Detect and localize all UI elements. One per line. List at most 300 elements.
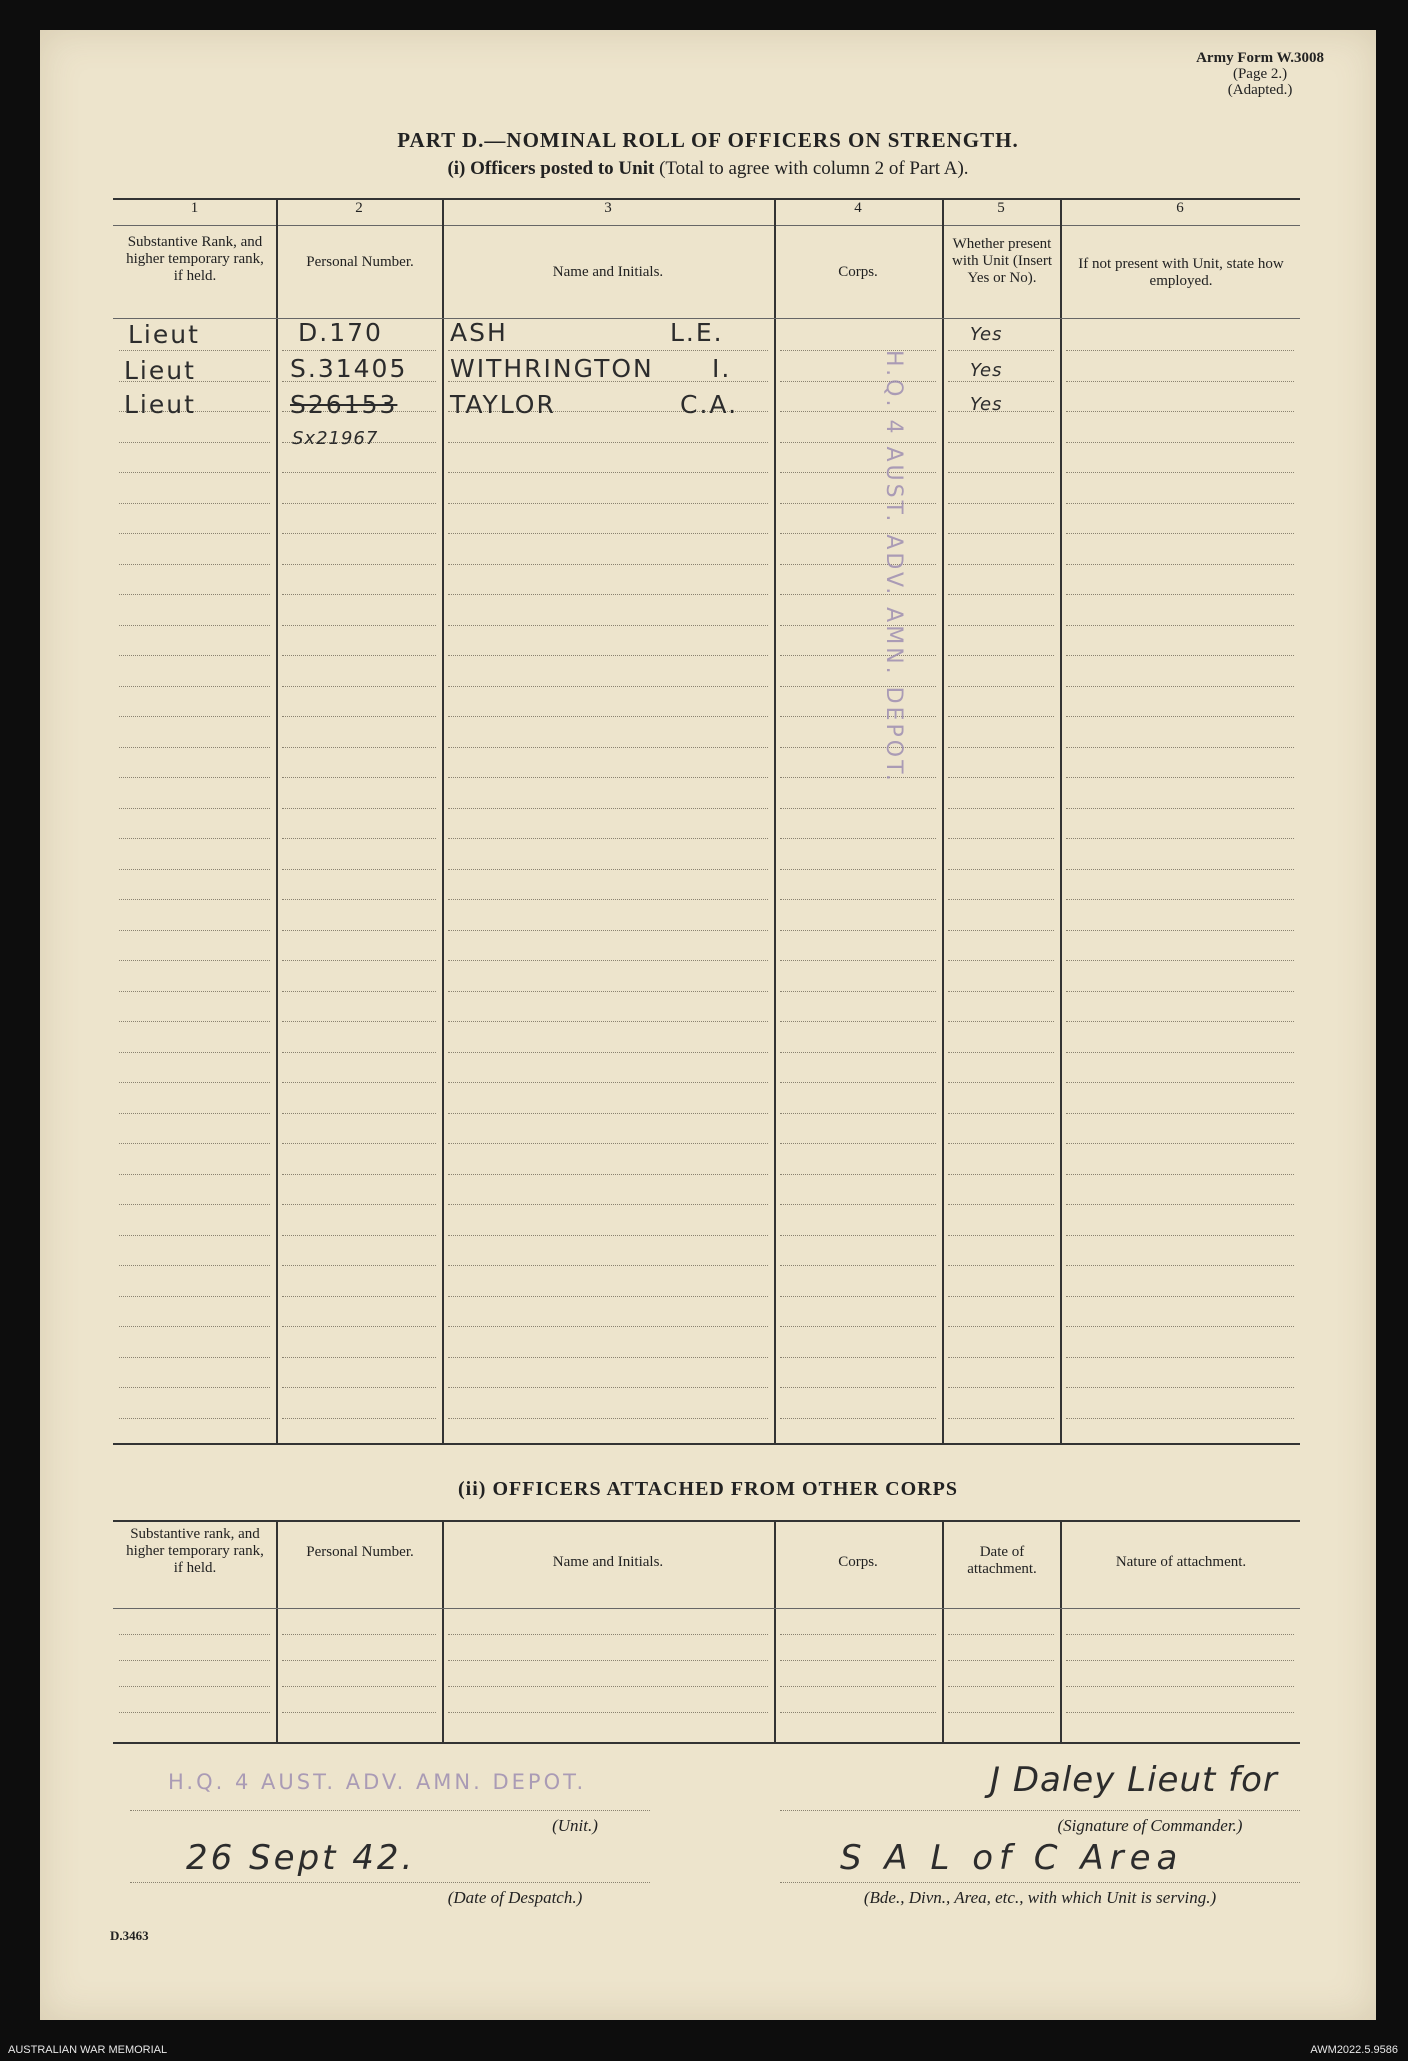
row-3-name: TAYLOR: [450, 390, 556, 419]
part-ii-row-line: [948, 1634, 1054, 1635]
form-page-number: (Page 2.): [1232, 66, 1288, 82]
table-row-line: [948, 472, 1054, 473]
table-row-line: [1066, 533, 1294, 534]
table-row-line: [948, 747, 1054, 748]
table-row-line: [780, 1082, 936, 1083]
table-row-line: [1066, 594, 1294, 595]
table-row-line: [948, 1326, 1054, 1327]
table-row-line: [119, 899, 270, 900]
table-row-line: [780, 1113, 936, 1114]
table-row-line: [282, 1204, 436, 1205]
table-row-line: [948, 1052, 1054, 1053]
column-number-5: 5: [997, 200, 1005, 216]
table-row-line: [948, 350, 1054, 351]
header-name-initials: Name and Initials.: [552, 264, 664, 280]
table-row-line: [448, 716, 768, 717]
table-row-line: [448, 747, 768, 748]
part-ii-bottom-rule: [113, 1742, 1300, 1744]
table-row-line: [780, 899, 936, 900]
row-1-number: D.170: [298, 318, 383, 347]
table-row-line: [448, 1021, 768, 1022]
part-ii-row-line: [282, 1686, 436, 1687]
table-row-line: [780, 564, 936, 565]
table-row-line: [448, 1204, 768, 1205]
part-ii-row-line: [282, 1712, 436, 1713]
part-ii-header-name: Name and Initials.: [552, 1554, 664, 1570]
table-row-line: [1066, 930, 1294, 931]
table-row-line: [282, 686, 436, 687]
row-2-present: Yes: [970, 360, 1003, 381]
table-row-line: [780, 1296, 936, 1297]
part-ii-row-line: [948, 1712, 1054, 1713]
table-row-line: [282, 960, 436, 961]
signature-label: (Signature of Commander.): [1057, 1816, 1243, 1835]
table-row-line: [780, 1143, 936, 1144]
table-row-line: [282, 899, 436, 900]
part-ii-row-line: [948, 1686, 1054, 1687]
date-line: [130, 1882, 650, 1883]
table-row-line: [448, 1052, 768, 1053]
table-row-line: [119, 869, 270, 870]
despatch-date: 26 Sept 42.: [186, 1838, 416, 1878]
table-row-line: [1066, 686, 1294, 687]
table-row-line: [948, 1143, 1054, 1144]
column-divider-1: [276, 198, 278, 1443]
table-row-line: [119, 930, 270, 931]
table-row-line: [780, 655, 936, 656]
table-row-line: [948, 838, 1054, 839]
table-row-line: [119, 1387, 270, 1388]
table-row-line: [780, 869, 936, 870]
table-row-line: [282, 1052, 436, 1053]
part-d-title: PART D.—NOMINAL ROLL OF OFFICERS ON STRENGTH.: [397, 128, 1019, 152]
table-row-line: [1066, 350, 1294, 351]
table-row-line: [1066, 472, 1294, 473]
column-divider-4: [942, 198, 944, 1443]
table-row-line: [119, 1082, 270, 1083]
table-row-line: [119, 655, 270, 656]
table-row-line: [448, 1143, 768, 1144]
table-row-line: [1066, 808, 1294, 809]
table-row-line: [948, 991, 1054, 992]
part-d-subtitle: [40, 158, 1376, 180]
table-row-line: [1066, 1052, 1294, 1053]
table-row-line: [1066, 869, 1294, 870]
table-row-line: [948, 1265, 1054, 1266]
table-row-line: [448, 472, 768, 473]
table-row-line: [948, 655, 1054, 656]
part-ii-row-line: [780, 1686, 936, 1687]
table-row-line: [948, 1418, 1054, 1419]
table-row-line: [1066, 1143, 1294, 1144]
form-name: Army Form W.3008: [1196, 50, 1324, 66]
table-row-line: [948, 564, 1054, 565]
table-row-line: [1066, 899, 1294, 900]
table-row-line: [948, 1021, 1054, 1022]
column-divider-5: [1060, 198, 1062, 1443]
part-ii-header-nature: Nature of attachment.: [1115, 1554, 1247, 1570]
table-row-line: [282, 838, 436, 839]
table-row-line: [282, 1174, 436, 1175]
table-row-line: [948, 1387, 1054, 1388]
table-row-line: [780, 808, 936, 809]
table-row-line: [448, 1296, 768, 1297]
header-personal-number: Personal Number.: [306, 254, 414, 270]
column-number-3: 3: [604, 200, 612, 216]
row-3-rank: Lieut: [124, 390, 196, 419]
table-row-line: [1066, 1326, 1294, 1327]
part-ii-row-line: [282, 1634, 436, 1635]
column-divider-3: [774, 198, 776, 1443]
table-row-line: [119, 838, 270, 839]
table-row-line: [119, 442, 270, 443]
part-ii-top-rule: [113, 1520, 1300, 1522]
unit-line: [130, 1810, 650, 1811]
table-row-line: [448, 869, 768, 870]
table-row-line: [1066, 1082, 1294, 1083]
table-row-line: [448, 564, 768, 565]
table-row-line: [1066, 1296, 1294, 1297]
table-row-line: [780, 1021, 936, 1022]
table-row-line: [119, 686, 270, 687]
part-ii-row-line: [448, 1686, 768, 1687]
table-row-line: [119, 1174, 270, 1175]
table-row-line: [119, 1265, 270, 1266]
table-row-line: [780, 625, 936, 626]
table-row-line: [448, 808, 768, 809]
table-row-line: [1066, 625, 1294, 626]
row-1-rank: Lieut: [128, 320, 200, 349]
table-row-line: [780, 411, 936, 412]
table-row-line: [119, 960, 270, 961]
table-row-line: [1066, 1174, 1294, 1175]
table-row-line: [448, 1387, 768, 1388]
column-number-1: 1: [190, 200, 199, 216]
table-row-line: [282, 625, 436, 626]
table-row-line: [780, 838, 936, 839]
part-ii-row-line: [448, 1712, 768, 1713]
table-row-line: [780, 1326, 936, 1327]
table-row-line: [1066, 777, 1294, 778]
table-row-line: [780, 503, 936, 504]
part-ii-row-line: [282, 1660, 436, 1661]
table-row-line: [1066, 442, 1294, 443]
table-row-line: [948, 1082, 1054, 1083]
form-note: (Adapted.): [1227, 82, 1293, 98]
table-row-line: [282, 1021, 436, 1022]
table-row-line: [780, 442, 936, 443]
table-row-line: [948, 533, 1054, 534]
part-ii-header-date: Date of attachment.: [967, 1544, 1037, 1577]
table-row-line: [282, 1357, 436, 1358]
table-row-line: [119, 1235, 270, 1236]
part-ii-header-rank: Substantive rank, and higher temporary rank, if held.: [126, 1526, 264, 1576]
table-row-line: [282, 655, 436, 656]
table-row-line: [948, 869, 1054, 870]
table-row-line: [448, 655, 768, 656]
form-identifier: [1196, 50, 1324, 98]
table-row-line: [282, 1265, 436, 1266]
table-row-line: [448, 899, 768, 900]
part-ii-header-corps: Corps.: [838, 1554, 878, 1570]
table-row-line: [948, 594, 1054, 595]
table-row-line: [119, 747, 270, 748]
part-ii-row-line: [1066, 1660, 1294, 1661]
table-row-line: [780, 1387, 936, 1388]
part-ii-row-line: [1066, 1712, 1294, 1713]
table-row-line: [780, 991, 936, 992]
table-row-line: [1066, 1113, 1294, 1114]
part-ii-row-line: [448, 1634, 768, 1635]
table-row-line: [948, 442, 1054, 443]
table-row-line: [119, 1021, 270, 1022]
table-row-line: [780, 533, 936, 534]
table-row-line: [282, 1143, 436, 1144]
table-row-line: [1066, 503, 1294, 504]
table-row-line: [1066, 1387, 1294, 1388]
table-row-line: [780, 381, 936, 382]
table-row-line: [282, 1235, 436, 1236]
table-row-line: [448, 1357, 768, 1358]
table-row-line: [119, 808, 270, 809]
table-row-line: [1066, 1357, 1294, 1358]
table-row-line: [780, 1052, 936, 1053]
row-1-name: ASH: [450, 318, 508, 347]
table-row-line: [282, 503, 436, 504]
table-row-line: [780, 594, 936, 595]
table-row-line: [1066, 411, 1294, 412]
part-ii-row-line: [119, 1634, 270, 1635]
table-row-line: [448, 777, 768, 778]
commander-signature: J Daley Lieut for: [990, 1760, 1278, 1800]
table-row-line: [948, 686, 1054, 687]
table-row-line: [1066, 960, 1294, 961]
header-employment: If not present with Unit, state how employed.: [1078, 256, 1284, 289]
table-row-line: [780, 1204, 936, 1205]
part-ii-divider-5: [1060, 1520, 1062, 1742]
table-row-line: [119, 1418, 270, 1419]
subtitle-rest: (Total to agree with column 2 of Part A).: [659, 158, 969, 179]
table-row-line: [448, 838, 768, 839]
table-row-line: [948, 808, 1054, 809]
table-row-line: [282, 869, 436, 870]
table-row-line: [1066, 564, 1294, 565]
table-row-line: [119, 1204, 270, 1205]
part-ii-row-line: [119, 1660, 270, 1661]
table-row-line: [282, 747, 436, 748]
table-row-line: [282, 564, 436, 565]
table-row-line: [282, 594, 436, 595]
table-row-line: [119, 1052, 270, 1053]
table-row-line: [448, 1235, 768, 1236]
part-ii-row-line: [780, 1660, 936, 1661]
table-row-line: [448, 350, 768, 351]
part-ii-header-personal-number: Personal Number.: [306, 1544, 414, 1560]
table-row-line: [119, 350, 270, 351]
part-ii-row-line: [948, 1660, 1054, 1661]
unit-stamp: H.Q. 4 AUST. ADV. AMN. DEPOT.: [168, 1770, 587, 1794]
table-row-line: [780, 960, 936, 961]
table-row-line: [948, 930, 1054, 931]
table-row-line: [780, 1357, 936, 1358]
table-row-line: [1066, 1265, 1294, 1266]
table-row-line: [119, 503, 270, 504]
part-ii-row-line: [780, 1712, 936, 1713]
header-rank: Substantive Rank, and higher temporary rank, if held.: [126, 234, 264, 284]
table-row-line: [1066, 1235, 1294, 1236]
part-ii-header-rule: [113, 1608, 1300, 1609]
table-row-line: [1066, 1418, 1294, 1419]
table-row-line: [119, 533, 270, 534]
table-row-line: [448, 625, 768, 626]
table-row-line: [282, 1326, 436, 1327]
table-row-line: [948, 1235, 1054, 1236]
area-label: (Bde., Divn., Area, etc., with which Unit is serving.): [863, 1888, 1217, 1907]
part-ii-row-line: [448, 1660, 768, 1661]
signature-line: [780, 1810, 1300, 1811]
table-row-line: [119, 564, 270, 565]
table-row-line: [448, 1418, 768, 1419]
table-row-line: [780, 472, 936, 473]
part-ii-divider-1: [276, 1520, 278, 1742]
table-row-line: [282, 930, 436, 931]
table-row-line: [948, 1204, 1054, 1205]
table-row-line: [948, 1296, 1054, 1297]
table-row-line: [282, 1387, 436, 1388]
table-bottom-rule: [113, 1443, 1300, 1445]
date-label: (Date of Despatch.): [447, 1888, 583, 1907]
table-row-line: [448, 1113, 768, 1114]
table-row-line: [119, 472, 270, 473]
row-2-rank: Lieut: [124, 356, 196, 385]
table-row-line: [448, 503, 768, 504]
table-row-line: [448, 686, 768, 687]
number-correction: Sx21967: [292, 428, 379, 449]
part-ii-row-line: [119, 1712, 270, 1713]
side-stamp: H.Q. 4 AUST. ADV. AMN. DEPOT.: [881, 350, 906, 784]
row-1-present: Yes: [970, 324, 1003, 345]
table-row-line: [282, 777, 436, 778]
table-row-line: [1066, 1204, 1294, 1205]
table-row-line: [448, 991, 768, 992]
table-row-line: [282, 716, 436, 717]
table-row-line: [780, 1418, 936, 1419]
table-row-line: [448, 533, 768, 534]
table-row-line: [282, 472, 436, 473]
column-number-6: 6: [1176, 200, 1184, 216]
table-row-line: [448, 1265, 768, 1266]
form-code: D.3463: [110, 1928, 149, 1943]
part-ii-row-line: [1066, 1634, 1294, 1635]
table-row-line: [948, 899, 1054, 900]
table-row-line: [948, 1113, 1054, 1114]
table-row-line: [448, 1326, 768, 1327]
area-entry: S A L of C Area: [840, 1838, 1184, 1878]
row-2-initials: I.: [712, 354, 732, 383]
subtitle-bold: (i) Officers posted to Unit: [447, 158, 655, 179]
table-row-line: [780, 747, 936, 748]
table-row-line: [448, 930, 768, 931]
table-row-line: [119, 1357, 270, 1358]
unit-label: (Unit.): [552, 1816, 598, 1835]
header-present: Whether present with Unit (Insert Yes or No).: [952, 236, 1052, 286]
part-ii-row-line: [1066, 1686, 1294, 1687]
table-row-line: [448, 442, 768, 443]
table-row-line: [119, 1326, 270, 1327]
table-row-line: [119, 1113, 270, 1114]
table-row-line: [119, 1296, 270, 1297]
table-row-line: [448, 1082, 768, 1083]
table-row-line: [282, 533, 436, 534]
column-number-4: 4: [854, 200, 862, 216]
table-row-line: [448, 594, 768, 595]
table-row-line: [282, 1082, 436, 1083]
table-row-line: [948, 1357, 1054, 1358]
table-row-line: [780, 350, 936, 351]
row-2-name: WITHRINGTON: [450, 354, 654, 383]
area-line: [780, 1882, 1300, 1883]
row-1-initials: L.E.: [670, 318, 724, 347]
archive-credit: AUSTRALIAN WAR MEMORIAL: [8, 2044, 168, 2056]
archive-reference: AWM2022.5.9586: [1310, 2044, 1398, 2056]
table-row-line: [1066, 716, 1294, 717]
table-row-line: [282, 991, 436, 992]
table-row-line: [948, 960, 1054, 961]
table-row-line: [1066, 1021, 1294, 1022]
table-row-line: [780, 1174, 936, 1175]
table-row-line: [119, 991, 270, 992]
table-row-line: [948, 1174, 1054, 1175]
table-row-line: [780, 777, 936, 778]
table-row-line: [282, 1418, 436, 1419]
column-number-rule: [113, 225, 1300, 226]
table-row-line: [780, 686, 936, 687]
form-page: [40, 30, 1376, 2020]
table-row-line: [780, 716, 936, 717]
table-row-line: [948, 625, 1054, 626]
column-divider-2: [442, 198, 444, 1443]
part-ii-row-line: [780, 1634, 936, 1635]
table-row-line: [948, 716, 1054, 717]
row-3-present: Yes: [970, 394, 1003, 415]
table-row-line: [1066, 655, 1294, 656]
table-row-line: [1066, 381, 1294, 382]
table-row-line: [448, 960, 768, 961]
table-row-line: [448, 1174, 768, 1175]
table-row-line: [119, 716, 270, 717]
row-3-number: S26153: [290, 390, 398, 419]
table-row-line: [282, 1113, 436, 1114]
table-row-line: [780, 1265, 936, 1266]
table-row-line: [119, 1143, 270, 1144]
header-corps: Corps.: [838, 264, 878, 280]
table-row-line: [780, 1235, 936, 1236]
part-ii-title: (ii) OFFICERS ATTACHED FROM OTHER CORPS: [458, 1478, 958, 1500]
row-3-initials: C.A.: [680, 390, 739, 419]
column-number-2: 2: [355, 200, 363, 216]
table-row-line: [1066, 991, 1294, 992]
table-row-line: [282, 1296, 436, 1297]
table-row-line: [948, 777, 1054, 778]
table-row-line: [1066, 838, 1294, 839]
table-row-line: [948, 503, 1054, 504]
table-row-line: [119, 594, 270, 595]
row-2-number: S.31405: [290, 354, 408, 383]
part-ii-row-line: [119, 1686, 270, 1687]
table-row-line: [282, 808, 436, 809]
table-row-line: [119, 625, 270, 626]
table-row-line: [282, 350, 436, 351]
